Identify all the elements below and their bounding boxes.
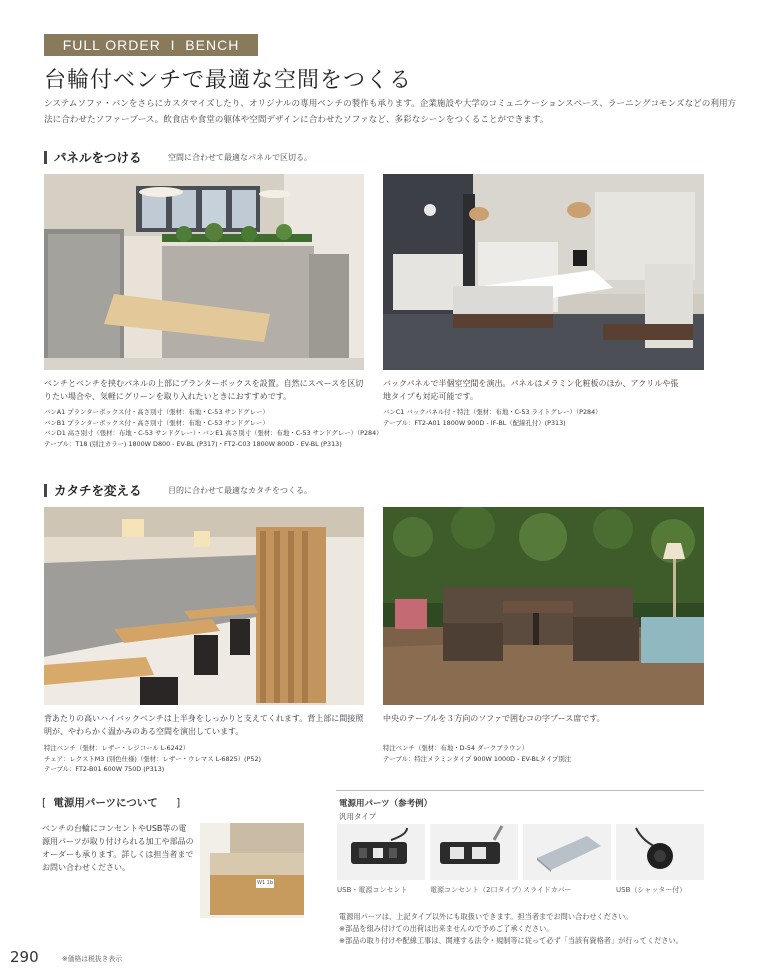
spec-line: テーブル：T18 (別注カラー) 1800W D800 - EV-BL (P317)・FT2-C03 1800W 800D - EV-BL (P313): [44, 439, 342, 448]
note-line: 電源用パーツは、上記タイプ以外にも取扱いできます。担当者までお問い合わせください。: [339, 912, 633, 921]
caption-high-back: 背あたりの高いハイバックベンチは上半身をしっかりと支えてくれます。背上部に間接照明が、やわらかく温かみのある空間を演出しています。: [44, 714, 364, 736]
page-title: 台輪付ベンチで最適な空間をつくる: [44, 68, 413, 93]
part-label: スライドカバー: [523, 886, 572, 894]
photo-tag: W1 1b: [257, 880, 274, 886]
spec-line: テーブル：特注メラミンタイプ 900W 1000D - EV-BLタイプ別注: [383, 754, 572, 763]
section-subheading: 目的に合わせて最適なカタチをつくる。: [168, 486, 312, 495]
usb-power-outlet-icon: [337, 824, 425, 880]
section-heading-shape: [44, 481, 142, 499]
section-bar: [44, 484, 47, 497]
specs-planter: [44, 407, 383, 449]
power-heading-text: 電源用パーツについて: [53, 797, 158, 809]
intro-text: システムソファ・バンをさらにカスタマイズしたり、オリジナルの専用ベンチの製作も承ります。企業施設や大学のコミュニケーションスペース、ラーニングコモンズなどの利用方法に合わせたソファーブース。飲食店や食堂の躯体や空間デザインに合わせたソファなど、多彩なシーンをつくることができます。: [44, 99, 737, 125]
caption-back-panel: バックパネルで半個室空間を演出。パネルはメラミン化粧板のほか、アクリルや張地タイプも対応可能です。: [383, 379, 679, 401]
photo-u-shape-booth: [383, 507, 704, 705]
power-description: ベンチの台輪にコンセントやUSB等の電源用パーツが取り付けられる加工や部品のオーダーも承ります。詳しくは担当者までお問い合わせください。: [42, 824, 194, 872]
specs-back-panel: [383, 407, 602, 428]
slide-cover-icon: [523, 824, 611, 880]
part-label: USB（シャッター付）: [616, 886, 687, 894]
bracket-open: [: [42, 797, 47, 809]
bracket-close: ]: [176, 797, 181, 809]
spec-line: バンB1 プランターボックス付・高さ別寸（張材：布地・C-53 サンドグレー）: [44, 418, 269, 427]
section-heading-panel: [44, 148, 142, 166]
page-number: 290: [10, 948, 39, 966]
spec-line: 特注ベンチ（張材：レザー・レジコール L-6242）: [44, 744, 190, 752]
specs-high-back: [44, 743, 261, 775]
spec-line: テーブル：FT2-B01 600W 750D (P313): [44, 765, 165, 773]
spec-line: バンA1 プランターボックス付・高さ別寸（張材：布地・C-53 サンドグレー）: [44, 408, 269, 416]
note-line: ※部品を組み付けての出荷は出来ませんので予めご了承ください。: [339, 924, 554, 933]
section-heading-text: パネルをつける: [54, 150, 142, 165]
power-outlet-icon: [430, 824, 518, 880]
divider: [336, 790, 704, 791]
category-band: FULL ORDER I BENCH: [44, 34, 258, 56]
caption-u-shape: 中央のテーブルを３方向のソファで囲むコの字ブース席です。: [383, 714, 605, 723]
photo-bench-outlet: [200, 823, 304, 918]
spec-line: 特注ベンチ（張材：布地・D-54 ダークブラウン）: [383, 744, 529, 752]
note-line: ※部品の取り付けや配線工事は、関連する法令・規制等に従って必ず「当該有資格者」が行ってください。: [339, 936, 683, 945]
tax-note: ※価格は税抜き表示: [62, 955, 123, 963]
spec-line: バンC1 バックパネル付・特注（張材：布地・C-53 ライトグレー）（P284）: [383, 408, 602, 416]
section-subheading: 空間に合わせて最適なパネルで区切る。: [168, 153, 312, 162]
power-section-heading: [42, 795, 180, 810]
spec-line: バンD1 高さ別寸（張材：布地・C-53 サンドグレー）・バンE1 高さ別寸（張材：布地・C-53 サンドグレー）（P284）: [44, 429, 383, 437]
parts-subtitle: 汎用タイプ: [339, 812, 377, 821]
photo-back-panel-booth: [383, 174, 704, 370]
part-label: USB・電源コンセント: [337, 886, 408, 894]
section-heading-text: カタチを変える: [54, 483, 142, 498]
specs-u-shape: [383, 743, 571, 764]
caption-planter: ベンチとベンチを挟むパネルの上部にプランターボックスを設置。自然にスペースを区切りたい場合や、気軽にグリーンを取り入れたいときにおすすめです。: [44, 379, 364, 401]
spec-line: チェア：レクストM3 (別色仕様)（張材：レザー・ウレマス L-6825）(P52): [44, 754, 261, 763]
photo-planter-bench: [44, 174, 364, 370]
photo-high-back-bench: [44, 507, 364, 705]
spec-line: テーブル：FT2-A01 1800W 900D - IF-BL（配線孔付）(P313): [383, 418, 566, 427]
usb-shutter-icon: [616, 824, 704, 880]
section-bar: [44, 151, 47, 164]
power-notes: [339, 911, 683, 947]
parts-title: 電源用パーツ（参考例）: [339, 799, 433, 809]
part-label: 電源コンセント（2口タイプ）: [430, 886, 526, 894]
